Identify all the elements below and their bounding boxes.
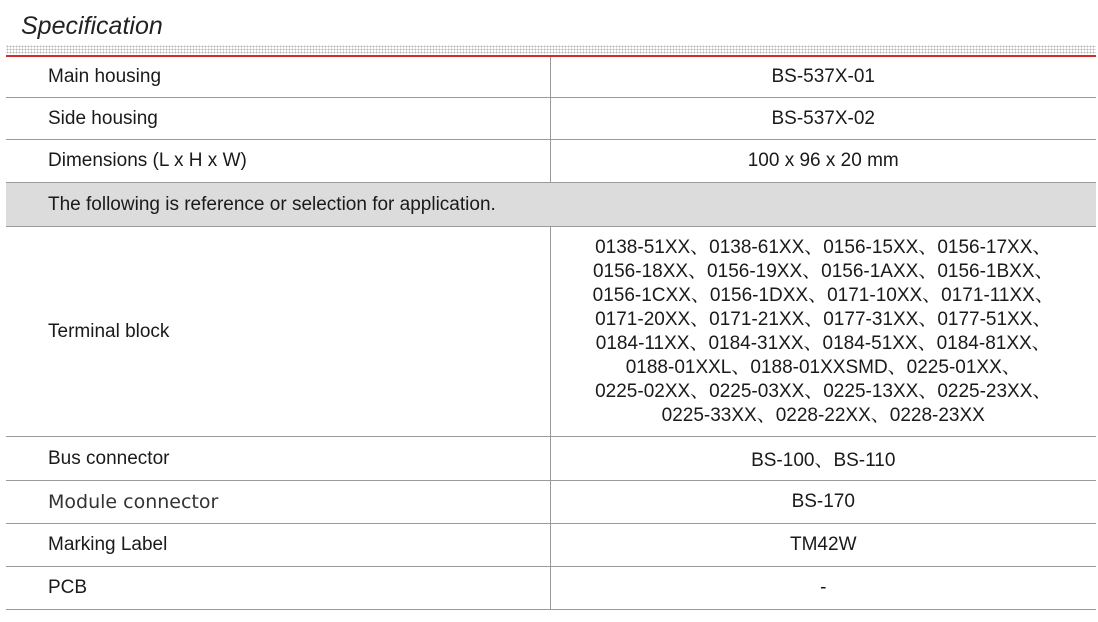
spec-row-pcb (6, 567, 1096, 610)
spec-row-terminal-block (6, 227, 1096, 437)
spec-label: Dimensions (L x H x W) (6, 140, 550, 183)
title-dotted-band (6, 45, 1096, 54)
spec-label: Main housing (6, 57, 550, 98)
spec-value: - (550, 567, 1096, 610)
terminal-block-list (551, 236, 1097, 428)
spec-row-marking-label (6, 524, 1096, 567)
spec-value: BS-537X-01 (550, 57, 1096, 98)
spec-label: Module connector (6, 481, 550, 524)
spec-row-side-housing (6, 98, 1096, 140)
spec-row-dimensions (6, 140, 1096, 183)
page-title: Specification (21, 12, 163, 40)
spec-value: 100 x 96 x 20 mm (550, 140, 1096, 183)
spec-label: Side housing (6, 98, 550, 140)
terminal-list-line: 0156-18XX、0156-19XX、0156-1AXX、0156-1BXX、 (592, 260, 1054, 282)
spec-row-module-connector (6, 481, 1096, 524)
spec-label: PCB (6, 567, 550, 610)
reference-note-row (6, 183, 1096, 227)
spec-value: BS-537X-02 (550, 98, 1096, 140)
spec-value: BS-170 (550, 481, 1096, 524)
spec-label: Bus connector (6, 437, 550, 481)
spec-label: Marking Label (6, 524, 550, 567)
spec-label: Terminal block (6, 227, 550, 437)
terminal-list-line: 0171-20XX、0171-21XX、0177-31XX、0177-51XX、 (595, 308, 1052, 330)
terminal-list-line: 0225-02XX、0225-03XX、0225-13XX、0225-23XX、 (595, 380, 1052, 402)
terminal-list-line: 0184-11XX、0184-31XX、0184-51XX、0184-81XX、 (595, 332, 1051, 354)
terminal-list-line: 0188-01XXL、0188-01XXSMD、0225-01XX、 (625, 356, 1021, 378)
spec-row-main-housing (6, 57, 1096, 98)
reference-note: The following is reference or selection for application. (6, 183, 1096, 227)
terminal-list-line: 0156-1CXX、0156-1DXX、0171-10XX、0171-11XX、 (592, 284, 1054, 306)
spec-value: TM42W (550, 524, 1096, 567)
terminal-list-line: 0225-33XX、0228-22XX、0228-23XX (661, 404, 985, 426)
spec-value: BS-100、BS-110 (550, 437, 1096, 481)
terminal-list-line: 0138-51XX、0138-61XX、0156-15XX、0156-17XX、 (595, 236, 1052, 258)
terminal-block-list-cell (550, 227, 1096, 437)
specification-table (6, 57, 1096, 610)
spec-row-bus-connector (6, 437, 1096, 481)
